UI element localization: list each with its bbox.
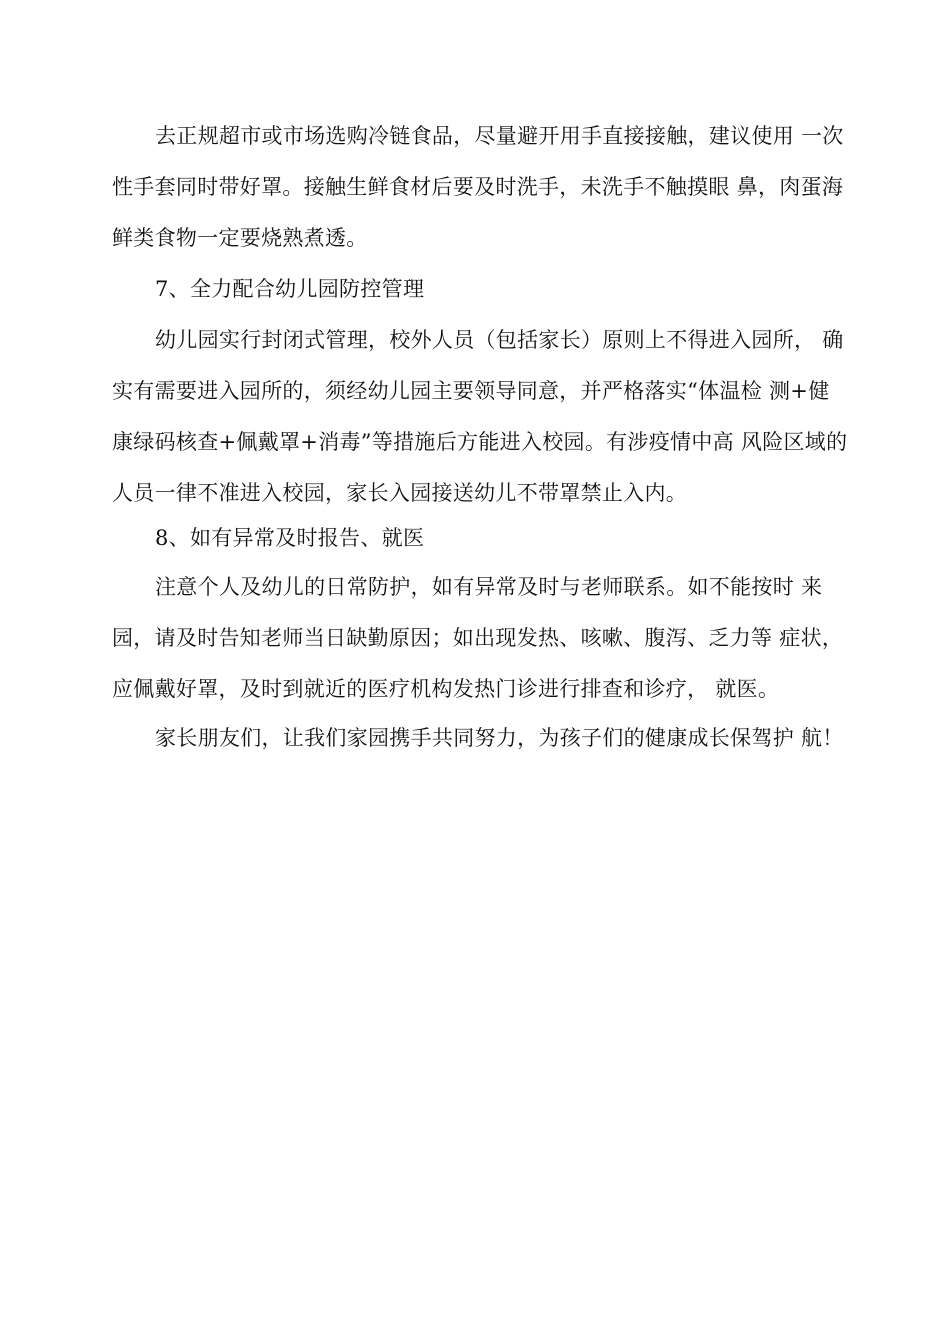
text-line-10: 注意个人及幼儿的日常防护，如有异常及时与老师联系。如不能按时 来 <box>155 575 823 599</box>
text-line-8: 人员一律不准进入校园，家长入园接送幼儿不带罩禁止入内。 <box>112 481 688 505</box>
section-heading-8: 8、如有异常及时报告、就医 <box>155 526 425 550</box>
text-line-7: 康绿码核查+佩戴罩+消毒”等措施后方能进入校园。有涉疫情中高 风险区域的 <box>112 430 848 454</box>
text-line-11: 园，请及时告知老师当日缺勤原因；如出现发热、咳嗽、腹泻、乏力等 症状， <box>112 626 844 650</box>
text-line-12: 应佩戴好罩，及时到就近的医疗机构发热门诊进行排查和诊疗， 就医。 <box>112 677 780 701</box>
section-heading-7: 7、全力配合幼儿园防控管理 <box>155 277 425 301</box>
closing-line: 家长朋友们，让我们家园携手共同努力，为孩子们的健康成长保驾护 航！ <box>155 726 844 750</box>
text-line-1: 去正规超市或市场选购冷链食品，尽量避开用手直接接触，建议使用 一次 <box>155 124 844 148</box>
text-line-3: 鲜类食物一定要烧熟煮透。 <box>112 226 368 250</box>
text-line-6: 实有需要进入园所的，须经幼儿园主要领导同意，并严格落实“体温检 测+健 <box>112 379 830 403</box>
text-line-5: 幼儿园实行封闭式管理，校外人员（包括家长）原则上不得进入园所， 确 <box>155 328 844 352</box>
text-line-2: 性手套同时带好罩。接触生鲜食材后要及时洗手，未洗手不触摸眼 鼻，肉蛋海 <box>112 175 844 199</box>
